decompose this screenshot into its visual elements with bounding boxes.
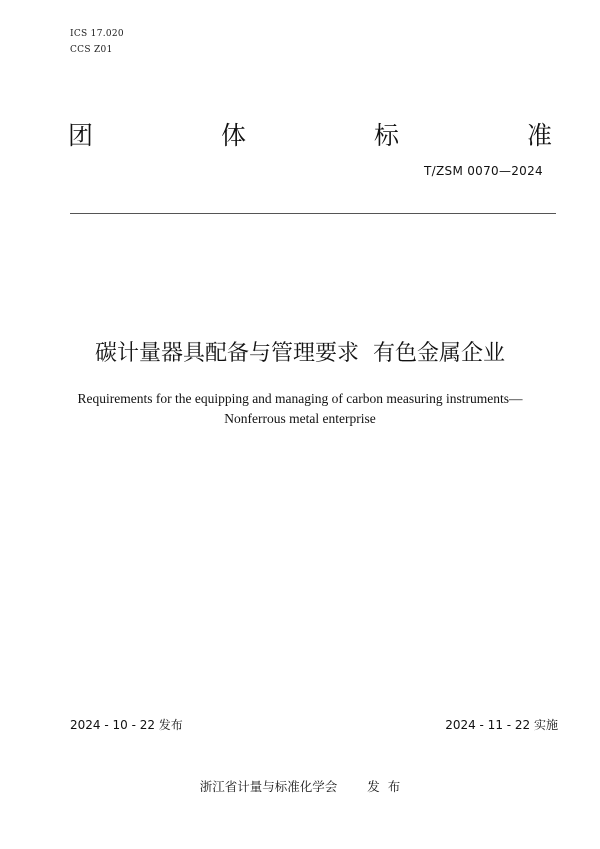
header-divider	[70, 213, 556, 214]
heading-char: 标	[373, 121, 399, 150]
publish-action: 发 布	[367, 779, 401, 794]
heading-char: 准	[526, 121, 552, 150]
publisher-line	[0, 777, 600, 795]
ics-code: ICS 17.020	[70, 29, 124, 39]
issue-date: 2024 - 10 - 22 发布	[70, 718, 183, 732]
chinese-title: 碳计量器具配备与管理要求 有色金属企业	[95, 341, 505, 366]
implementation-date: 2024 - 11 - 22 实施	[445, 718, 558, 732]
heading-char: 体	[220, 121, 246, 150]
ccs-code: CCS Z01	[70, 45, 113, 55]
english-title-line-2: Nonferrous metal enterprise	[224, 411, 376, 426]
heading-char: 团	[68, 121, 94, 150]
group-standard-heading	[68, 116, 552, 152]
standard-number: T/ZSM 0070—2024	[424, 164, 543, 178]
english-title-line-1: Requirements for the equipping and managing of carbon measuring instruments—	[77, 391, 523, 406]
publisher-name: 浙江省计量与标准化学会	[199, 779, 338, 794]
